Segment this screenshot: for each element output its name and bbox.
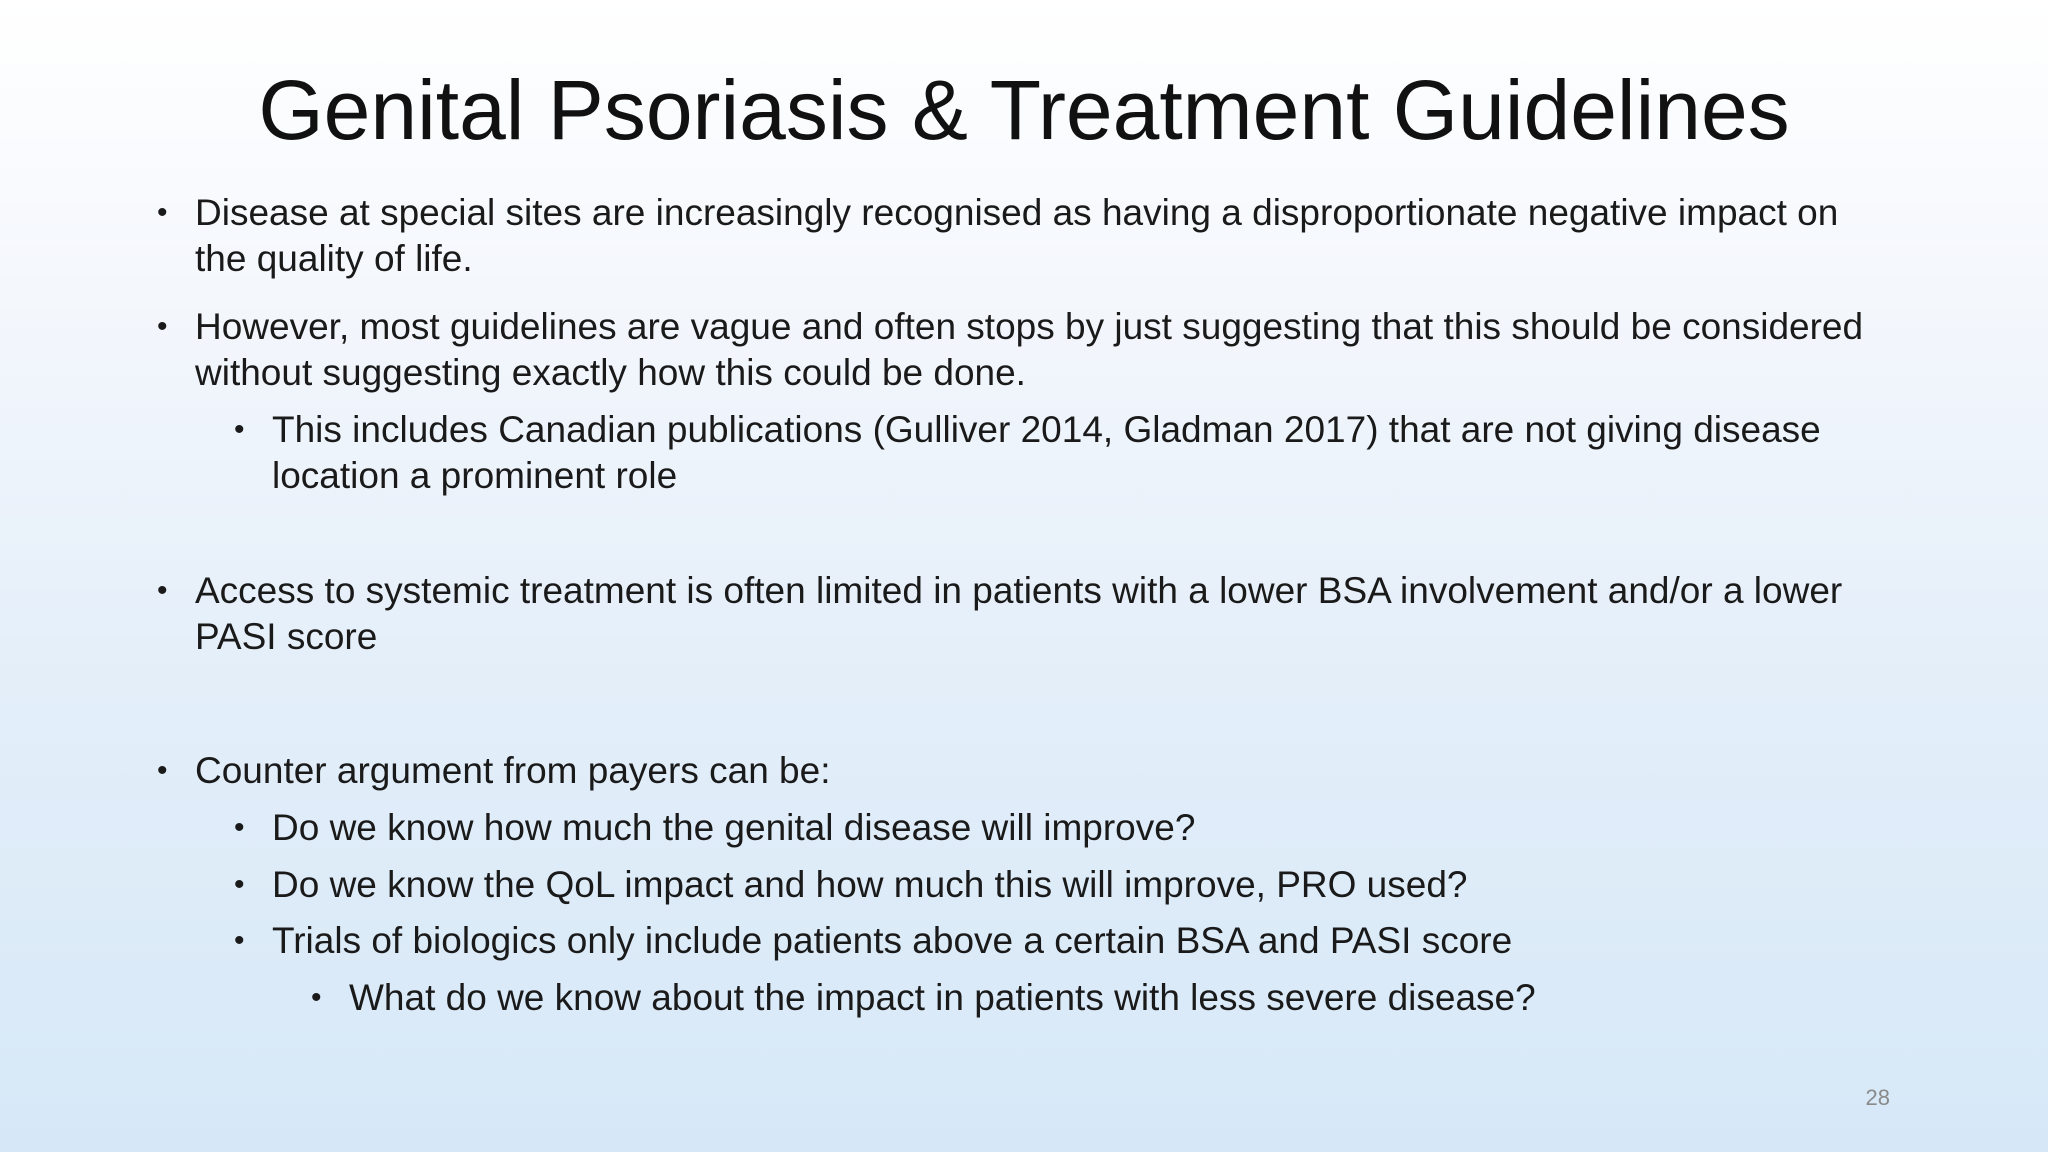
slide-title: Genital Psoriasis & Treatment Guidelines: [258, 63, 1790, 157]
bullet-text: Disease at special sites are increasingly recognised as having a disproportionate negative impact on the quality of life.: [195, 192, 1839, 279]
bullet-item: [155, 568, 1895, 660]
page-number: 28: [1865, 1085, 1890, 1110]
bullet-marker: •: [157, 754, 168, 787]
bullet-text: This includes Canadian publications (Gulliver 2014, Gladman 2017) that are not giving disease location a prominent role: [272, 409, 1821, 496]
bullet-marker: •: [311, 981, 322, 1014]
bullet-text: Trials of biologics only include patients above a certain BSA and PASI score: [272, 920, 1513, 961]
sub-bullet-item: [155, 918, 1512, 964]
sub-bullet-item: [155, 805, 1195, 851]
bullet-marker: •: [157, 196, 168, 229]
bullet-item: [155, 190, 1895, 282]
sub-bullet-item: [155, 862, 1468, 908]
bullet-marker: •: [234, 868, 245, 901]
bullet-item: [155, 748, 831, 794]
bullet-text: What do we know about the impact in patients with less severe disease?: [349, 977, 1536, 1018]
bullet-item: [155, 304, 1895, 396]
bullet-marker: •: [157, 574, 168, 607]
sub-bullet-item: [155, 407, 1895, 499]
bullet-marker: •: [234, 924, 245, 957]
bullet-text: Access to systemic treatment is often limited in patients with a lower BSA involvement and/or a lower PASI score: [195, 570, 1843, 657]
bullet-text: Counter argument from payers can be:: [195, 750, 831, 791]
bullet-text: Do we know the QoL impact and how much this will improve, PRO used?: [272, 864, 1468, 905]
sub-sub-bullet-item: [155, 975, 1536, 1021]
bullet-marker: •: [157, 310, 168, 343]
bullet-text: However, most guidelines are vague and often stops by just suggesting that this should be considered without suggesting exactly how this could be done.: [195, 306, 1864, 393]
bullet-text: Do we know how much the genital disease will improve?: [272, 807, 1196, 848]
bullet-marker: •: [234, 811, 245, 844]
bullet-marker: •: [234, 413, 245, 446]
